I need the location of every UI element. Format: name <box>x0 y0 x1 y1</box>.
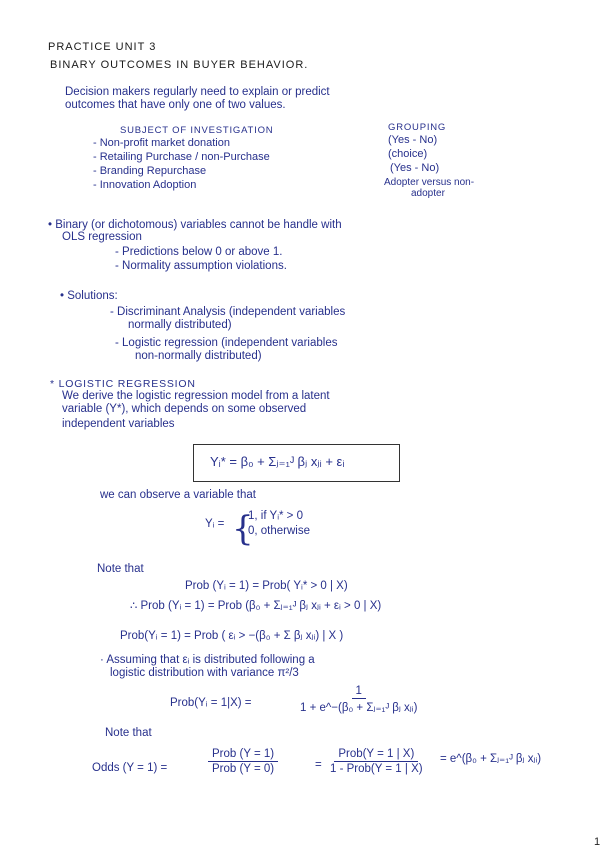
logit-probability-lhs: Prob(Yᵢ = 1|X) = <box>170 697 252 709</box>
probability-equation: ∴ Prob (Yᵢ = 1) = Prob (β₀ + Σⱼ₌₁ᴶ βⱼ xⱼᵢ + εᵢ > 0 | X) <box>130 600 382 612</box>
odds-conditional-fraction <box>330 748 423 775</box>
binary-statement: • Binary (or dichotomous) variables cannot be handle with <box>48 219 342 231</box>
odds-exponential: = e^(β₀ + Σⱼ₌₁ᴶ βⱼ xⱼᵢ) <box>440 753 542 765</box>
intro-line: Decision makers regularly need to explain or predict <box>65 86 330 98</box>
page-number: 1 <box>594 836 601 848</box>
observe-text: we can observe a variable that <box>100 489 256 501</box>
solution-item-cont: non-normally distributed) <box>135 350 262 362</box>
fraction-denominator: 1 - Prob(Y = 1 | X) <box>330 763 423 775</box>
yi-definition-lhs: Yᵢ = <box>205 518 225 530</box>
table-row-grouping: Adopter versus non- <box>384 177 475 188</box>
binary-point: - Normality assumption violations. <box>115 260 287 272</box>
yi-case-zero: 0, otherwise <box>248 525 311 537</box>
fraction-denominator: 1 + e^−(β₀ + Σⱼ₌₁ᴶ βⱼ xⱼᵢ) <box>300 702 418 714</box>
table-row-subject: - Branding Repurchase <box>93 165 207 177</box>
equals-sign: = <box>315 759 322 771</box>
logit-probability-fraction <box>300 685 417 714</box>
logistic-text: variable (Y*), which depends on some observed <box>62 403 307 415</box>
odds-fraction <box>208 748 278 775</box>
latent-model-equation: Yᵢ* = β₀ + Σⱼ₌₁ᴶ βⱼ xⱼᵢ + εᵢ <box>210 454 345 469</box>
table-row-subject: - Retailing Purchase / non-Purchase <box>93 151 270 163</box>
logistic-heading: * LOGISTIC REGRESSION <box>50 378 196 390</box>
table-row-grouping-cont: adopter <box>411 188 445 199</box>
probability-equation: Prob(Yᵢ = 1) = Prob ( εᵢ > −(β₀ + Σ βⱼ xⱼᵢ) | X ) <box>120 630 344 642</box>
table-row-subject: - Non-profit market donation <box>93 137 230 149</box>
probability-equation: Prob (Yᵢ = 1) = Prob( Yᵢ* > 0 | X) <box>185 580 348 592</box>
odds-lhs: Odds (Y = 1) = <box>92 762 168 774</box>
binary-statement-cont: OLS regression <box>62 231 142 243</box>
fraction-numerator: Prob(Y = 1 | X) <box>334 748 418 762</box>
table-row-grouping: (Yes - No) <box>388 134 438 146</box>
fraction-numerator: 1 <box>352 685 366 699</box>
unit-heading: PRACTICE UNIT 3 <box>48 41 157 53</box>
logistic-text: independent variables <box>62 418 175 430</box>
solution-item: - Logistic regression (independent variables <box>115 337 338 349</box>
solution-item: - Discriminant Analysis (independent variables <box>110 306 346 318</box>
note-text: Note that <box>105 727 152 739</box>
binary-point: - Predictions below 0 or above 1. <box>115 246 283 258</box>
table-row-subject: - Innovation Adoption <box>93 179 197 191</box>
assumption-text: · Assuming that εᵢ is distributed following a <box>100 654 315 666</box>
yi-case-one: 1, if Yᵢ* > 0 <box>248 510 303 522</box>
logistic-text: We derive the logistic regression model from a latent <box>62 390 330 402</box>
note-text: Note that <box>97 563 144 575</box>
intro-line: outcomes that have only one of two values. <box>65 99 286 111</box>
page-title: BINARY OUTCOMES IN BUYER BEHAVIOR. <box>50 59 309 71</box>
fraction-numerator: Prob (Y = 1) <box>208 748 278 762</box>
brace-symbol: { <box>232 509 254 549</box>
assumption-text: logistic distribution with variance π²/3 <box>110 667 299 679</box>
table-header-grouping: GROUPING <box>388 122 447 133</box>
table-row-grouping: (choice) <box>388 148 428 160</box>
table-row-grouping: (Yes - No) <box>390 162 440 174</box>
solutions-heading: • Solutions: <box>60 290 118 302</box>
table-header-subject: SUBJECT OF INVESTIGATION <box>120 125 274 136</box>
fraction-denominator: Prob (Y = 0) <box>212 763 275 775</box>
solution-item-cont: normally distributed) <box>128 319 232 331</box>
